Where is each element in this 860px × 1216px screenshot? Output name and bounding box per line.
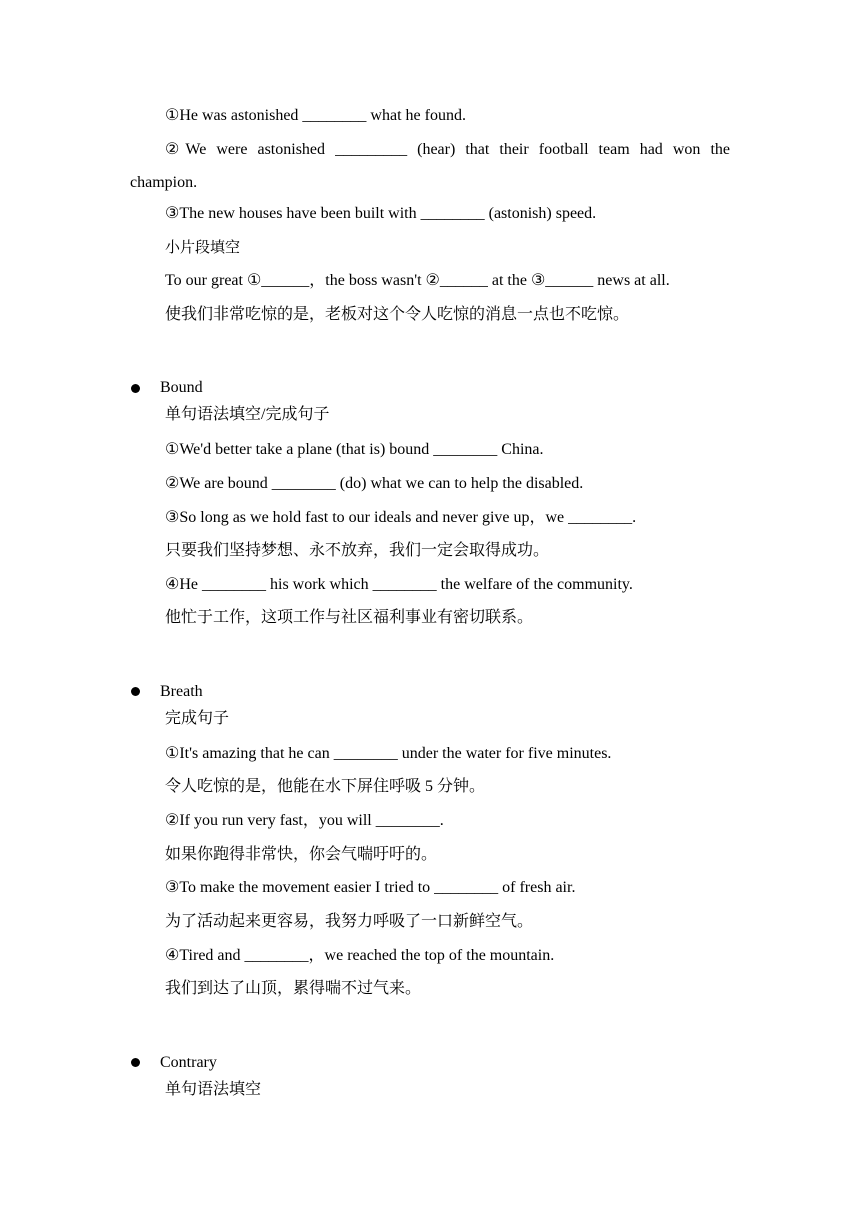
bound-item-4: ④He ________ his work which ________ the welfare of the community. <box>165 576 633 593</box>
bound-item-4-translation: 他忙于工作，这项工作与社区福利事业有密切联系。 <box>165 609 534 626</box>
breath-item-1: ①It's amazing that he can ________ under the water for five minutes. <box>165 745 612 762</box>
breath-bullet-icon <box>131 687 140 696</box>
astonish-item-1: ①He was astonished ________ what he found. <box>165 107 466 124</box>
breath-item-1-translation: 令人吃惊的是，他能在水下屏住呼吸 5 分钟。 <box>165 778 486 795</box>
breath-item-4: ④Tired and ________，we reached the top of the mountain. <box>165 947 555 964</box>
breath-subtitle: 完成句子 <box>165 710 230 727</box>
bound-subtitle: 单句语法填空/完成句子 <box>165 406 330 423</box>
bound-title: Bound <box>160 379 203 396</box>
bound-item-3: ③So long as we hold fast to our ideals and never give up，we ________. <box>165 509 637 526</box>
breath-item-2-translation: 如果你跑得非常快，你会气喘吁吁的。 <box>165 846 438 863</box>
breath-item-3: ③To make the movement easier I tried to ________ of fresh air. <box>165 879 576 896</box>
breath-title: Breath <box>160 683 203 700</box>
fragment-fill-heading: 小片段填空 <box>165 238 241 256</box>
bound-bullet-icon <box>131 384 140 393</box>
fragment-fill-sentence: To our great ①______，the boss wasn't ②______ at the ③______ news at all. <box>165 272 670 289</box>
bound-item-2: ②We are bound ________ (do) what we can to help the disabled. <box>165 475 584 492</box>
fragment-fill-translation: 使我们非常吃惊的是，老板对这个令人吃惊的消息一点也不吃惊。 <box>165 306 630 323</box>
contrary-bullet-icon <box>131 1058 140 1067</box>
contrary-title: Contrary <box>160 1054 217 1071</box>
breath-item-3-translation: 为了活动起来更容易，我努力呼吸了一口新鲜空气。 <box>165 913 534 930</box>
astonish-item-3: ③The new houses have been built with ________ (astonish) speed. <box>165 205 597 222</box>
breath-item-4-translation: 我们到达了山顶，累得喘不过气来。 <box>165 980 422 997</box>
astonish-item-2-continuation: champion. <box>130 174 198 191</box>
contrary-subtitle: 单句语法填空 <box>165 1081 262 1098</box>
bound-item-1: ①We'd better take a plane (that is) bound ________ China. <box>165 441 544 458</box>
bound-item-3-translation: 只要我们坚持梦想、永不放弃，我们一定会取得成功。 <box>165 542 550 559</box>
breath-item-2: ②If you run very fast，you will ________. <box>165 812 444 829</box>
astonish-item-2: ②We were astonished _________ (hear) that their football team had won the <box>165 141 730 158</box>
